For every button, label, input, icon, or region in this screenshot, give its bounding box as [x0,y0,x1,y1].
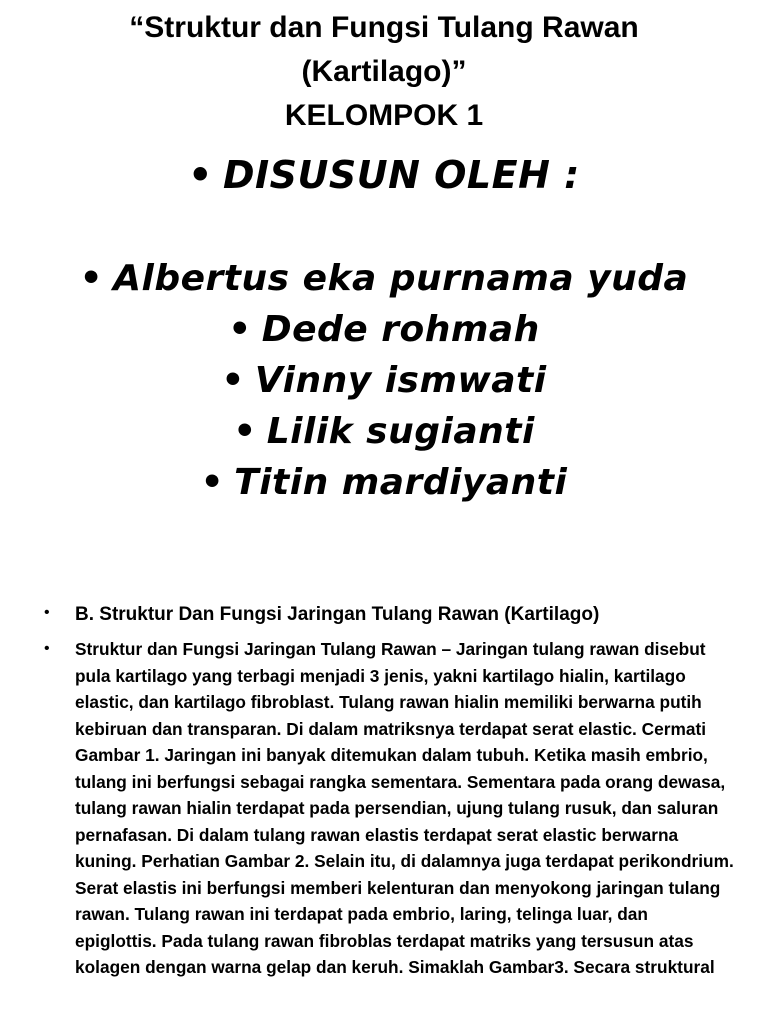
author-name [0,253,768,304]
author-name-text: Dede rohmah [261,309,540,350]
group-label: KELOMPOK 1 [284,99,484,132]
author-name [0,406,768,457]
author-name-text: Titin mardiyanti [234,462,568,503]
bullet-icon: • [200,462,225,503]
author-name-text: Lilik sugianti [266,411,535,452]
author-name-text: Albertus eka purnama yuda [113,258,689,299]
bullet-icon: • [79,258,104,299]
authors-section [0,150,768,508]
body-paragraph: Struktur dan Fungsi Jaringan Tulang Rawan – Jaringan tulang rawan disebut pula kartilago yang terbagi menjadi 3 jenis, yakni kartilago hialin, kartilago elastic, dan kartilago fibroblast. Tulang rawan hialin memiliki berwarna putih kebiruan dan transparan. Di dalam matriksnya terdapat serat elastic. Cermati Gambar 1. Jaringan ini banyak ditemukan dalam tubuh. Ketika masih embrio, tulang ini berfungsi sebagai rangka sementara. Sementara pada orang dewasa, tulang rawan hialin terdapat pada persendian, ujung tulang rusuk, dan saluran pernafasan. Di dalam tulang rawan elastis terdapat serat elastic berwarna kuning. Perhatian Gambar 2. Selain itu, di dalamnya juga terdapat perikondrium. Serat elastis ini berfungsi memberi kelenturan dan menyokong jaringan tulang rawan. Tulang rawan ini terdapat pada embrio, laring, telinga luar, dan epiglottis. Pada tulang rawan fibroblas terdapat matriks yang tersusun atas kolagen dengan warna gelap dan keruh. Simaklah Gambar3. Secara struktural [75,639,734,977]
bullet-icon: • [188,153,213,197]
title-line-1: “Struktur dan Fungsi Tulang Rawan [129,11,639,44]
author-name-text: Vinny ismwati [254,360,547,401]
authors-heading-text: DISUSUN OLEH : [222,153,580,197]
authors-heading [0,150,768,201]
title-line-2: (Kartilago)” [301,55,467,88]
body-list [44,600,734,987]
author-name [0,304,768,355]
author-name [0,457,768,508]
list-item [44,600,734,630]
title-block [0,6,768,138]
section-heading: B. Struktur Dan Fungsi Jaringan Tulang Rawan (Kartilago) [75,604,600,625]
author-name [0,355,768,406]
bullet-icon: • [233,411,257,452]
bullet-icon: • [44,640,50,657]
bullet-icon: • [44,604,50,621]
list-item [44,636,734,981]
bullet-icon: • [221,360,245,401]
bullet-icon: • [228,309,252,350]
